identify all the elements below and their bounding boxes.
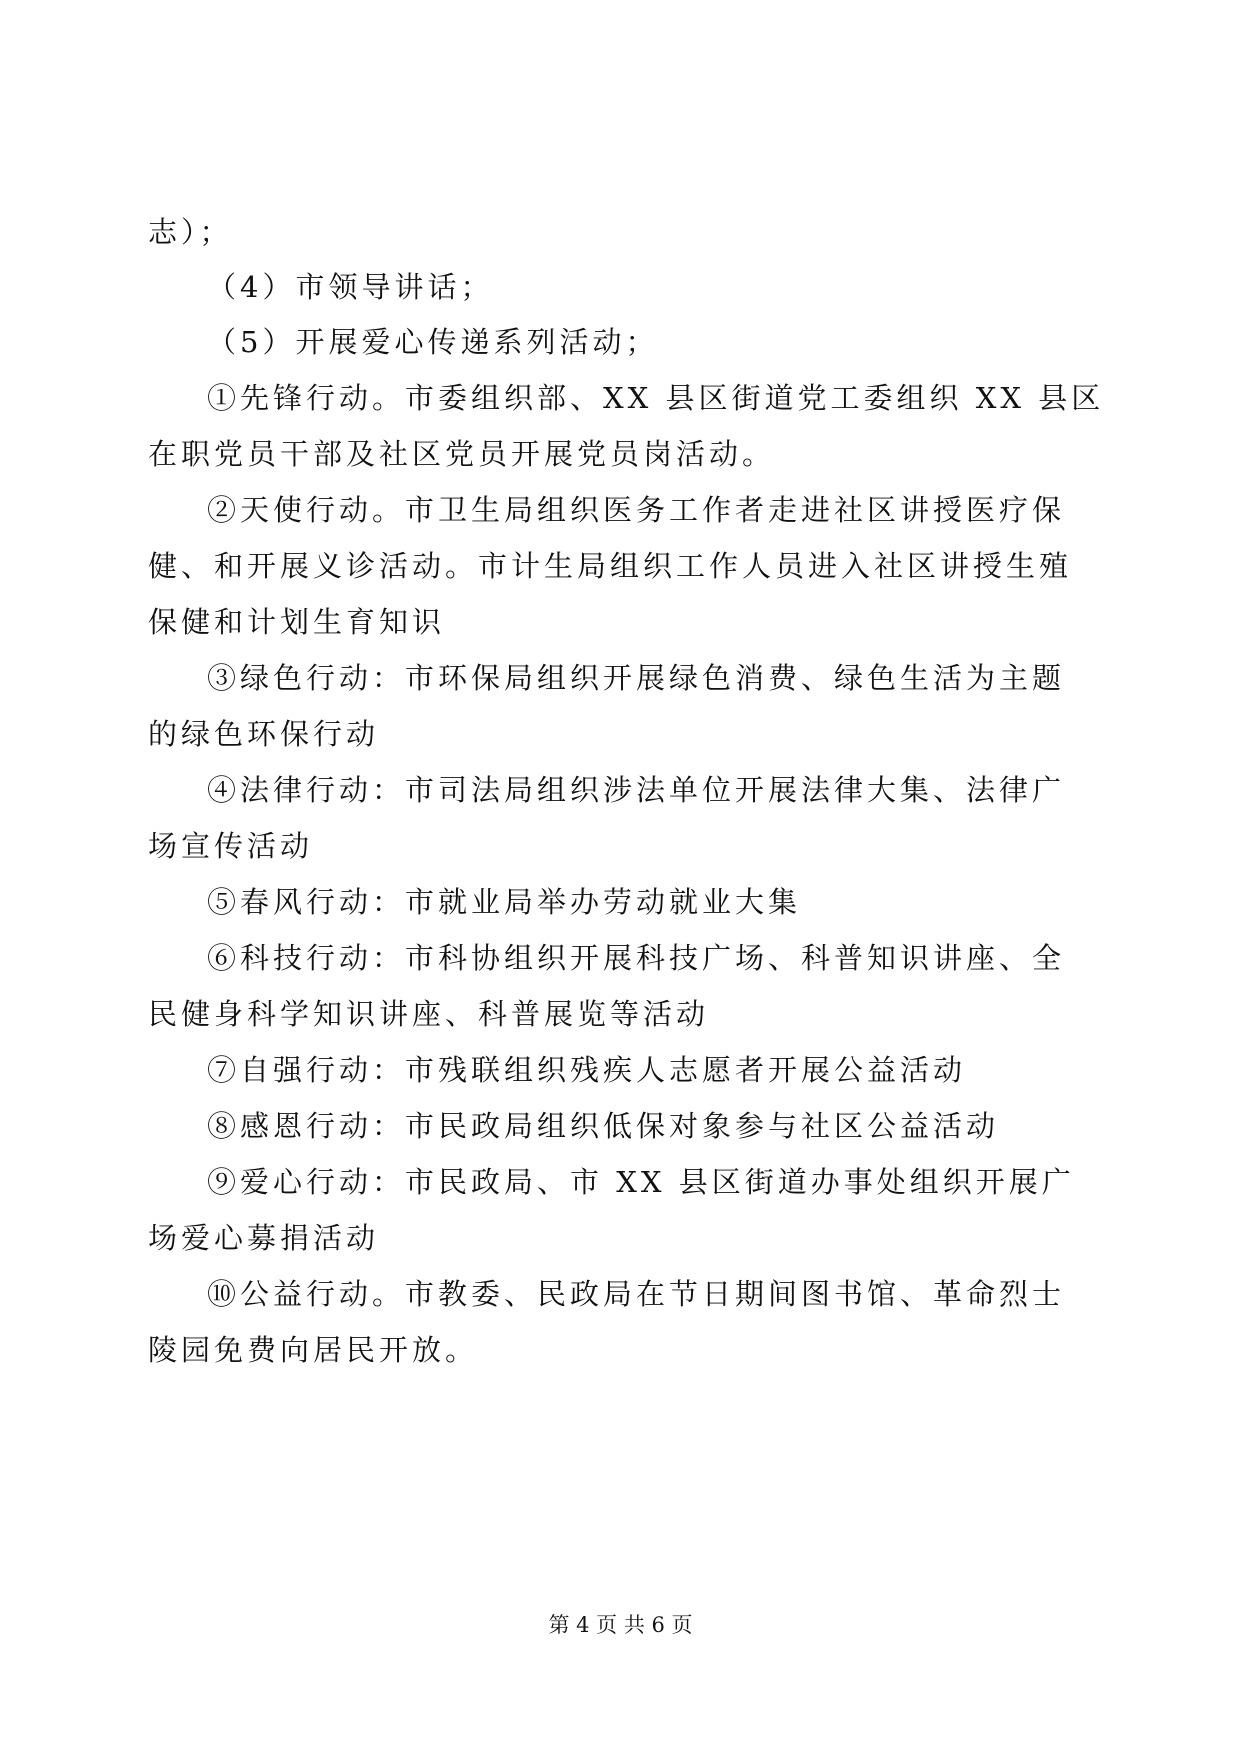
text-line: ⑩公益行动。市教委、民政局在节日期间图书馆、革命烈士 — [207, 1277, 1066, 1311]
text-line: 在职党员干部及社区党员开展党员岗活动。 — [148, 437, 776, 471]
text-line: ④法律行动：市司法局组织涉法单位开展法律大集、法律广 — [207, 773, 1066, 807]
text-line: 保健和计划生育知识 — [148, 605, 446, 639]
text-line: 陵园免费向居民开放。 — [148, 1333, 479, 1367]
page-number-footer: 第 4 页 共 6 页 — [548, 1613, 693, 1637]
text-line: ①先锋行动。市委组织部、XX 县区街道党工委组织 XX 县区 — [207, 381, 1105, 415]
text-line: ⑥科技行动：市科协组织开展科技广场、科普知识讲座、全 — [207, 941, 1066, 975]
text-line: ⑤春风行动：市就业局举办劳动就业大集 — [207, 885, 802, 919]
text-line: （4）市领导讲话； — [207, 270, 494, 304]
text-line: ⑨爱心行动：市民政局、市 XX 县区街道办事处组织开展广 — [207, 1165, 1075, 1199]
text-line: ⑦自强行动：市残联组织残疾人志愿者开展公益活动 — [207, 1053, 967, 1087]
text-line: 志）； — [148, 215, 233, 249]
text-line: ③绿色行动：市环保局组织开展绿色消费、绿色生活为主题 — [207, 661, 1066, 695]
text-line: 场爱心募捐活动 — [148, 1221, 380, 1255]
text-line: 场宣传活动 — [148, 829, 314, 863]
text-line: 民健身科学知识讲座、科普展览等活动 — [148, 997, 710, 1031]
text-line: ②天使行动。市卫生局组织医务工作者走进社区讲授医疗保 — [207, 493, 1066, 527]
text-line: ⑧感恩行动：市民政局组织低保对象参与社区公益活动 — [207, 1109, 1000, 1143]
text-line: （5）开展爱心传递系列活动； — [207, 325, 659, 359]
text-line: 健、和开展义诊活动。市计生局组织工作人员进入社区讲授生殖 — [148, 549, 1073, 583]
text-line: 的绿色环保行动 — [148, 717, 380, 751]
